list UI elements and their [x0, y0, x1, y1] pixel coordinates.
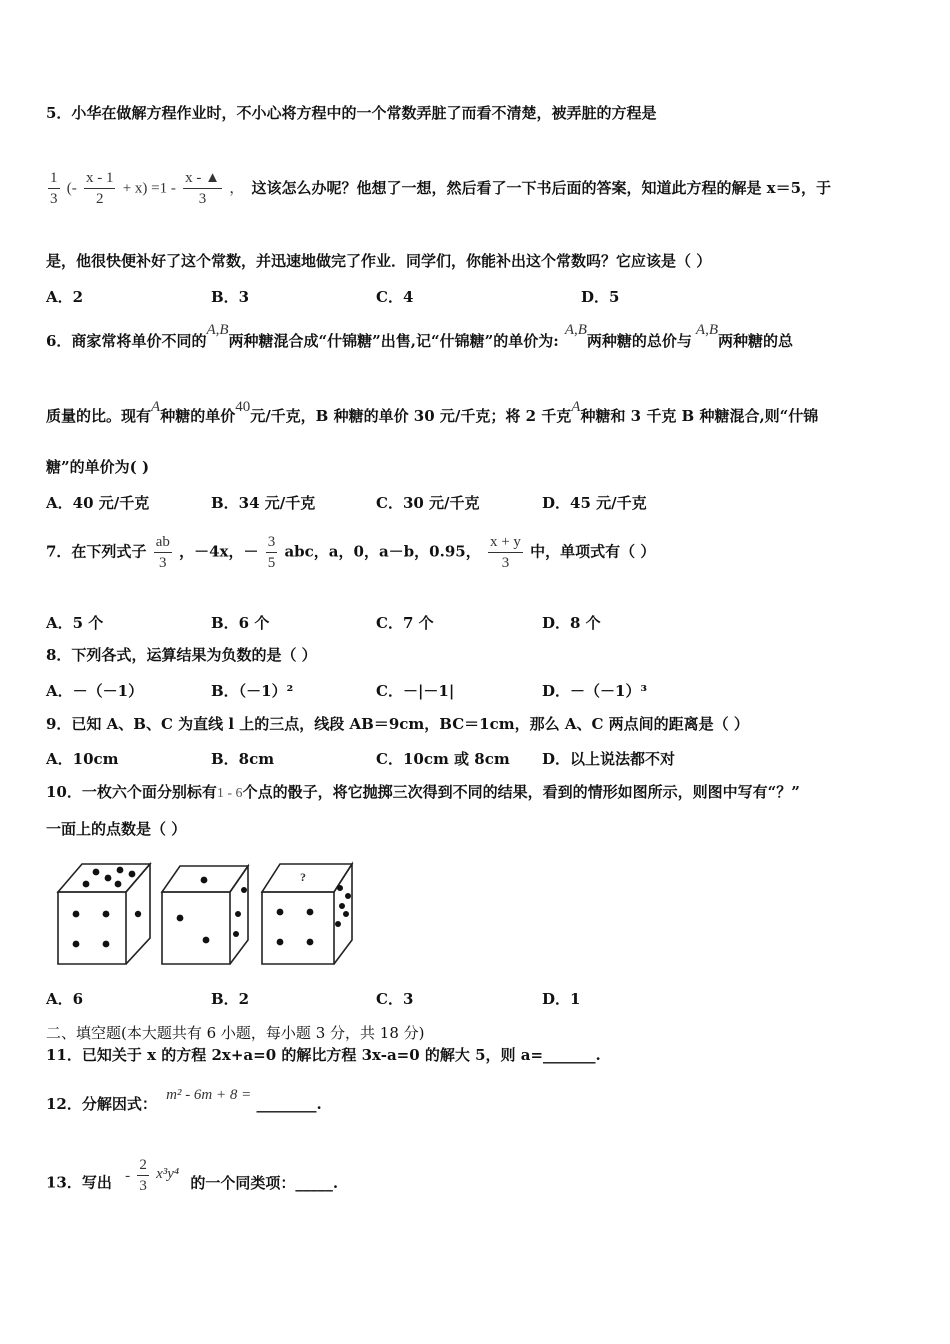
- q7-option-b[interactable]: B．6 个: [211, 614, 270, 632]
- pip: [277, 939, 284, 946]
- q5-eq-mid: + x) =1 -: [122, 180, 176, 197]
- q7-option-d[interactable]: D．8 个: [542, 614, 601, 632]
- pip: [307, 939, 314, 946]
- q5-eq-comma: ，: [229, 180, 245, 197]
- pip: [73, 941, 80, 948]
- q13-line: 13．写出 - $\frac{2}{3}$ x³y⁴ 的一个同类项：_____.: [46, 1157, 339, 1194]
- q6-forty: 40: [235, 399, 251, 415]
- q5-line1: 5．小华在做解方程作业时，不小心将方程中的一个常数弄脏了而看不清楚，被弄脏的方程是: [46, 104, 657, 122]
- q7-line: 7．在下列式子 $\frac{ab}{3}$ ，－4x，－ $\frac{3}{5}$ abc，a，0，a－b，0.95， $\frac{x + y}{3}$ 中，单项式有（ ）: [46, 534, 656, 571]
- pip: [129, 871, 136, 878]
- pip: [307, 909, 314, 916]
- q9-option-c[interactable]: C．10cm 或 8cm: [376, 750, 510, 768]
- q5-eq-open: (-: [66, 180, 77, 197]
- q5-option-b[interactable]: B．3: [211, 288, 250, 306]
- q9-option-d[interactable]: D．以上说法都不对: [542, 750, 676, 768]
- pip: [203, 937, 210, 944]
- pip: [103, 941, 110, 948]
- q5-option-d[interactable]: D．5: [581, 288, 620, 306]
- q5-fraction-2: $\frac{x - ▲}{3}$: [185, 170, 220, 207]
- section-heading: 二、填空题(本大题共有 6 小题，每小题 3 分，共 18 分): [46, 1024, 425, 1042]
- q7-fraction-3-5: $\frac{3}{5}$: [267, 534, 276, 571]
- pip: [135, 911, 141, 917]
- q10-range: 1 - 6: [216, 786, 243, 801]
- q5-line2: [46, 168, 831, 209]
- pip: [339, 903, 345, 909]
- pip: [105, 875, 112, 882]
- q7-fraction-xy: $\frac{x + y}{3}$: [489, 534, 521, 571]
- pip: [277, 909, 284, 916]
- q10-option-a[interactable]: A．6: [46, 990, 84, 1008]
- dice-figure: [52, 856, 372, 970]
- q10-line2: 一面上的点数是（ ）: [46, 820, 187, 838]
- q6-ab-1: A,B: [206, 322, 229, 338]
- q5-option-a[interactable]: A．2: [46, 288, 84, 306]
- q12-line: 12．分解因式： m² - 6m + 8 = ________.: [46, 1087, 322, 1113]
- q9-option-a[interactable]: A．10cm: [46, 750, 119, 768]
- pip: [337, 885, 343, 891]
- q13-fraction: $\frac{2}{3}$: [139, 1157, 147, 1194]
- q6-line1: 6．商家常将单价不同的A,B两种糖混合成“什锦糖”出售,记“什锦糖”的单价为:A,B两种糖的总价与A,B两种糖的总: [46, 322, 793, 350]
- q8-option-a[interactable]: A．－（－1）: [46, 682, 144, 700]
- pip: [201, 877, 208, 884]
- pip: [343, 911, 349, 917]
- pip: [235, 911, 241, 917]
- q10-option-d[interactable]: D．1: [542, 990, 581, 1008]
- q6-line3: 糖”的单价为( ): [46, 458, 150, 476]
- q6-ab-3: A,B: [695, 322, 718, 338]
- pip: [345, 893, 351, 899]
- q5-fraction-1: $\frac{x - 1}{2}$: [85, 170, 114, 207]
- pip: [73, 911, 80, 918]
- q6-option-b[interactable]: B．34 元/千克: [211, 494, 316, 512]
- pip: [83, 881, 90, 888]
- q6-a-1: A: [151, 399, 161, 415]
- pip: [241, 887, 247, 893]
- q7-option-c[interactable]: C．7 个: [376, 614, 434, 632]
- q8-option-b[interactable]: B．（－1）²: [211, 682, 294, 700]
- q9-option-b[interactable]: B．8cm: [211, 750, 275, 768]
- q10-line1: 10．一枚六个面分别标有1 - 6个点的骰子，将它抛掷三次得到不同的结果，看到的情形如图所示，则图中写有“？”: [46, 783, 800, 801]
- pip: [335, 921, 341, 927]
- q5-coef-fraction: $\frac{1}{3}$: [50, 170, 58, 207]
- q5-line3: 是，他很快便补好了这个常数，并迅速地做完了作业．同学们，你能补出这个常数吗？它应该是（ ）: [46, 252, 712, 270]
- pip: [115, 881, 122, 888]
- q13-neg: -: [125, 1167, 131, 1184]
- q6-option-a[interactable]: A．40 元/千克: [46, 494, 150, 512]
- die-question-mark: ?: [300, 870, 306, 884]
- pip: [233, 931, 239, 937]
- q12-blank[interactable]: ________.: [256, 1095, 322, 1113]
- pip: [103, 911, 110, 918]
- q10-option-c[interactable]: C．3: [376, 990, 414, 1008]
- q6-line2: 质量的比。现有A种糖的单价40元/千克，B 种糖的单价 30 元/千克；将 2 千克A种糖和 3 千克 B 种糖混合,则“什锦: [46, 399, 819, 425]
- pip: [117, 867, 124, 874]
- q10-option-b[interactable]: B．2: [211, 990, 250, 1008]
- q13-tail[interactable]: 的一个同类项：_____.: [190, 1173, 339, 1192]
- q6-option-d[interactable]: D．45 元/千克: [542, 494, 647, 512]
- q11-text: 11．已知关于 x 的方程 2x+a=0 的解比方程 3x-a=0 的解大 5，则 a=_______.: [46, 1046, 601, 1064]
- pip: [177, 915, 184, 922]
- q6-option-c[interactable]: C．30 元/千克: [376, 494, 480, 512]
- q7-fraction-ab: $\frac{ab}{3}$: [155, 534, 170, 571]
- q13-monomial: x³y⁴: [156, 1165, 180, 1182]
- q7-option-a[interactable]: A．5 个: [46, 614, 104, 632]
- q5-option-c[interactable]: C．4: [376, 288, 414, 306]
- q8-text: 8．下列各式，运算结果为负数的是（ ）: [46, 646, 317, 664]
- q9-text: 9．已知 A、B、C 为直线 l 上的三点，线段 AB＝9cm，BC＝1cm，那么 A、C 两点间的距离是（ ）: [46, 715, 749, 733]
- q5-line2-tail: 这该怎么办呢？他想了一想，然后看了一下书后面的答案，知道此方程的解是 x＝5，于: [251, 178, 832, 197]
- q8-option-d[interactable]: D．－（－1）³: [542, 682, 648, 700]
- q8-option-c[interactable]: C．－|－1|: [376, 682, 455, 700]
- q6-ab-2: A,B: [564, 322, 587, 338]
- q6-a-2: A: [571, 399, 581, 415]
- q12-expression: m² - 6m + 8 =: [166, 1087, 252, 1103]
- pip: [93, 869, 100, 876]
